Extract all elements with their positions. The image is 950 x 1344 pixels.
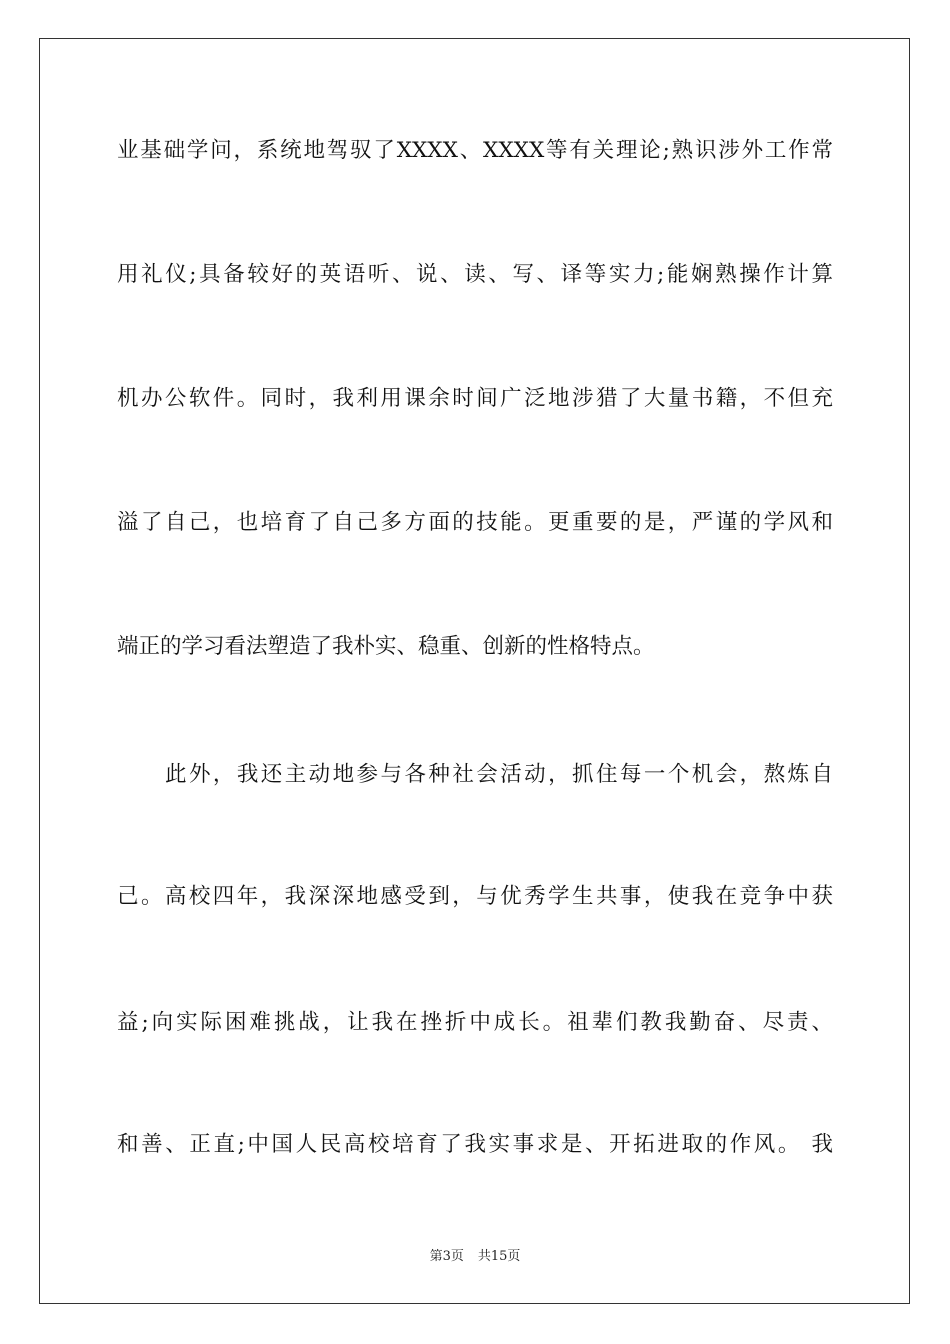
body-line-5: 端正的学习看法塑造了我朴实、稳重、创新的性格特点。 xyxy=(117,634,655,659)
body-line-4: 溢了自己，也培育了自己多方面的技能。更重要的是，严谨的学风和 xyxy=(117,510,833,535)
page-border xyxy=(39,38,910,1304)
body-line-9: 和善、正直;中国人民高校培育了我实事求是、开拓进取的作风。 我 xyxy=(117,1132,833,1157)
page-footer xyxy=(0,1248,950,1266)
body-line-7: 己。高校四年，我深深地感受到，与优秀学生共事，使我在竞争中获 xyxy=(117,884,833,909)
body-line-8: 益;向实际困难挑战，让我在挫折中成长。祖辈们教我勤奋、尽责、 xyxy=(117,1010,833,1035)
page-number: 第3页 xyxy=(429,1249,464,1264)
body-line-3: 机办公软件。同时，我利用课余时间广泛地涉猎了大量书籍，不但充 xyxy=(117,386,833,411)
body-line-6: 此外，我还主动地参与各种社会活动，抓住每一个机会，熬炼自 xyxy=(165,762,833,787)
body-line-2: 用礼仪;具备较好的英语听、说、读、写、译等实力;能娴熟操作计算 xyxy=(117,262,833,287)
page-total: 共15页 xyxy=(477,1249,521,1264)
body-line-1: 业基础学问，系统地驾驭了XXXX、XXXX等有关理论;熟识涉外工作常 xyxy=(117,138,833,163)
